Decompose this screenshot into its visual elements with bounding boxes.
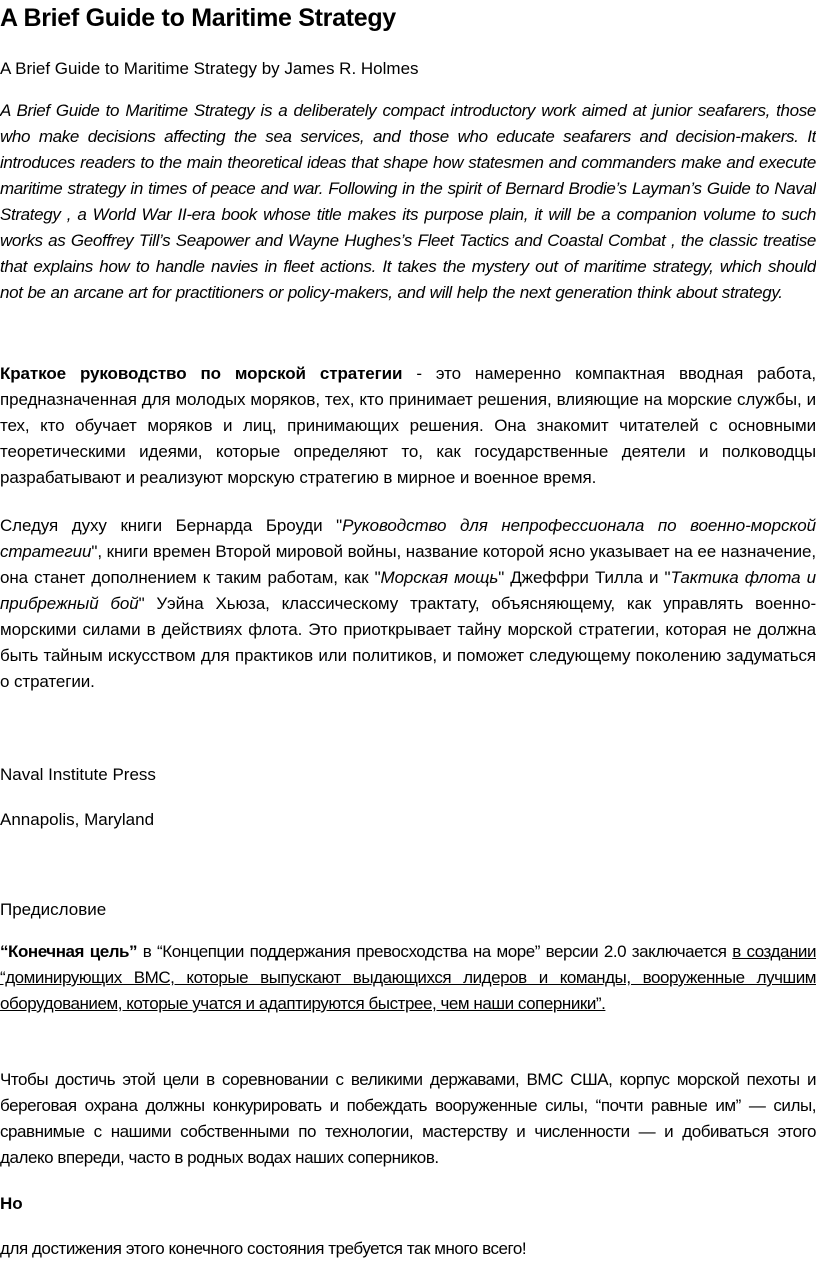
russian-context-paragraph [0, 513, 816, 695]
english-abstract: A Brief Guide to Maritime Strategy is a deliberately compact introductory work aimed at junior seafarers, those who make decisions affecting the sea services, and those who educate seafarers and decision-makers. It introduces readers to the main theoretical ideas that shape how statesmen and commanders make and execute maritime strategy in times of peace and war. Following in the spirit of Bernard Brodie’s Layman’s Guide to Naval Strategy , a World War II-era book whose title makes its purpose plain, it will be a companion volume to such works as Geoffrey Till’s Seapower and Wayne Hughes’s Fleet Tactics and Coastal Combat , the classic treatise that explains how to handle navies in fleet actions. It takes the mystery out of maritime strategy, which should not be an arcane art for practitioners or policy-makers, and will help the next generation think about strategy. [0, 101, 816, 302]
but-word: Но [0, 1194, 23, 1213]
goal-paragraph [0, 939, 816, 1017]
competition-paragraph: Чтобы достичь этой цели в соревновании с великими державами, ВМС США, корпус морской пехоты и береговая охрана должны конкурировать и побеждать вооруженные силы, “почти равные им” — силы, сравнимые с нашими собственными по технологии, мастерству и численности — и добиваться этого далеко впереди, часто в родных водах наших соперников. [0, 1070, 816, 1167]
publisher-location: Annapolis, Maryland [0, 810, 155, 829]
brodie-book-title: Руководство для непрофессионала по военно-морской стратегии [0, 516, 816, 561]
book-title-bold: Краткое руководство по морской стратегии [0, 364, 403, 383]
context-text-4: " Уэйна Хьюза, классическому трактату, объясняющему, как управлять военно-морскими силами в действиях флота. Это приоткрывает тайну морской стратегии, которая не должна быть тайным искусством для практиков или политиков, и поможет следующему поколению задуматься о стратегии. [0, 594, 816, 691]
publisher: Naval Institute Press [0, 765, 156, 784]
goal-term-bold: “Конечная цель” [0, 942, 138, 961]
till-book-title: Морская мощь [380, 568, 499, 587]
byline: A Brief Guide to Maritime Strategy by James R. Holmes [0, 59, 419, 78]
context-text-3: " Джеффри Тилла и " [498, 568, 671, 587]
preface-heading: Предисловие [0, 900, 107, 919]
goal-text: в “Концепции поддержания превосходства на море” версии 2.0 заключается [137, 942, 733, 961]
hughes-book-title: Тактика флота и прибрежный бой [0, 568, 816, 613]
context-text-2: ", книги времен Второй мировой войны, название которой ясно указывает на ее назначение, она станет дополнением к таким работам, как " [0, 542, 816, 587]
russian-summary-paragraph [0, 361, 816, 491]
context-text-1: Следуя духу книги Бернарда Броуди " [0, 516, 343, 535]
summary-text: - это намеренно компактная вводная работа, предназначенная для молодых моряков, тех, кто принимает решения, влияющие на морские службы, и тех, кто обучает моряков и лиц, принимающих решения. Она знакомит читателей с основными теоретическими идеями, которые определяют то, как государственные деятели и полководцы разрабатывают и реализуют морскую стратегию в мирное и военное время. [0, 364, 816, 487]
page-title: A Brief Guide to Maritime Strategy [0, 4, 396, 32]
closing-line: для достижения этого конечного состояния требуется так много всего! [0, 1239, 527, 1258]
goal-quote-underlined: в создании “доминирующих ВМС, которые выпускают выдающихся лидеров и команды, вооруженные лучшим оборудованием, которые учатся и адаптируются быстрее, чем наши соперники”. [0, 942, 816, 1013]
